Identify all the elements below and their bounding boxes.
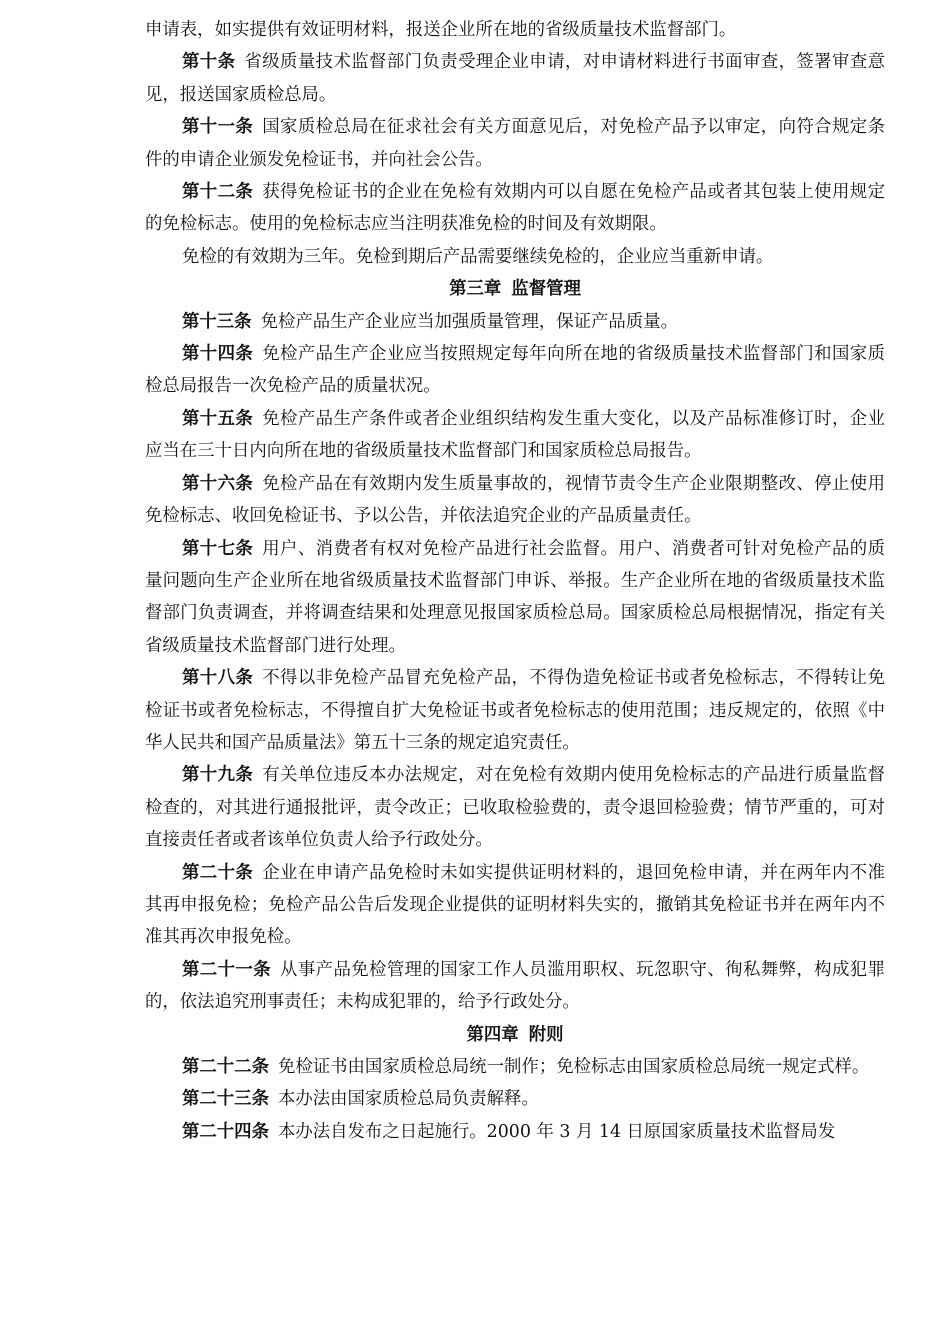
- article-label: 第十七条: [182, 538, 254, 559]
- article-text: 省级质量技术监督部门负责受理企业申请，对申请材料进行书面审查，签署审查意见，报送国家质检总局。: [145, 52, 885, 105]
- article-19: [145, 759, 885, 856]
- article-20: [145, 857, 885, 954]
- article-12: [145, 176, 885, 241]
- article-text: 不得以非免检产品冒充免检产品，不得伪造免检证书或者免检标志，不得转让免检证书或者免检标志，不得擅自扩大免检证书或者免检标志的使用范围；违反规定的，依照《中华人民共和国产品质量法》第五十三条的规定追究责任。: [145, 668, 885, 753]
- article-text: 企业在申请产品免检时未如实提供证明材料的，退回免检申请，并在两年内不准其再申报免检；免检产品公告后发现企业提供的证明材料失实的，撤销其免检证书并在两年内不准其再次申报免检。: [145, 862, 885, 948]
- chapter-title: 附则: [528, 1024, 564, 1045]
- article-text: 免检产品生产条件或者企业组织结构发生重大变化，以及产品标准修订时，企业应当在三十日内向所在地的省级质量技术监督部门和国家质检总局报告。: [145, 408, 885, 462]
- chapter-number: 第三章: [449, 279, 502, 300]
- article-label: 第十六条: [182, 473, 254, 494]
- article-16: [145, 468, 885, 533]
- article-label: 第十二条: [182, 182, 254, 203]
- article-text: 免检证书由国家质检总局统一制作；免检标志由国家质检总局统一规定式样。: [277, 1057, 870, 1077]
- article-text: 免检产品生产企业应当按照规定每年向所在地的省级质量技术监督部门和国家质检总局报告一次免检产品的质量状况。: [145, 344, 885, 397]
- article-label: 第十八条: [182, 668, 254, 689]
- article-23: [145, 1083, 885, 1115]
- article-13: [145, 306, 885, 338]
- continued-paragraph: 申请表，如实提供有效证明材料，报送企业所在地的省级质量技术监督部门。: [145, 20, 737, 40]
- article-24: [145, 1116, 885, 1148]
- validity-paragraph: 免检的有效期为三年。免检到期后产品需要继续免检的，企业应当重新申请。: [182, 246, 774, 267]
- article-text: 从事产品免检管理的国家工作人员滥用职权、玩忽职守、徇私舞弊，构成犯罪的，依法追究刑事责任；未构成犯罪的，给予行政处分。: [145, 959, 885, 1013]
- chapter-3-heading: [145, 273, 885, 305]
- article-text: 本办法自发布之日起施行。2000 年 3 月 14 日原国家质量技术监督局发: [277, 1121, 836, 1142]
- article-label: 第十四条: [182, 344, 254, 365]
- article-text: 用户、消费者有权对免检产品进行社会监督。用户、消费者可针对免检产品的质量问题向生产企业所在地省级质量技术监督部门申诉、举报。生产企业所在地的省级质量技术监督部门负责调查，并将调查结果和处理意见报国家质检总局。国家质检总局根据情况，指定有关省级质量技术监督部门进行处理。: [145, 538, 885, 656]
- article-14: [145, 338, 885, 403]
- article-text: 获得免检证书的企业在免检有效期内可以自愿在免检产品或者其包装上使用规定的免检标志。使用的免检标志应当注明获准免检的时间及有效期限。: [145, 182, 885, 235]
- article-15: [145, 403, 885, 468]
- article-label: 第二十四条: [182, 1121, 269, 1142]
- article-11: [145, 111, 885, 176]
- article-label: 第二十三条: [182, 1089, 269, 1110]
- article-text: 免检产品生产企业应当加强质量管理，保证产品质量。: [260, 311, 678, 332]
- chapter-number: 第四章: [466, 1024, 519, 1045]
- article-label: 第十条: [182, 52, 236, 73]
- article-label: 第十三条: [182, 311, 252, 332]
- article-text: 本办法由国家质检总局负责解释。: [277, 1089, 539, 1110]
- article-17: [145, 533, 885, 663]
- chapter-title: 监督管理: [511, 279, 581, 300]
- article-text: 国家质检总局在征求社会有关方面意见后，对免检产品予以审定，向符合规定条件的申请企业颁发免检证书，并向社会公告。: [145, 117, 885, 170]
- article-text: 免检产品在有效期内发生质量事故的，视情节责令生产企业限期整改、停止使用免检标志、收回免检证书、予以公告，并依法追究企业的产品质量责任。: [145, 473, 885, 527]
- article-label: 第十九条: [182, 765, 254, 786]
- article-22: [145, 1051, 885, 1083]
- chapter-4-heading: [145, 1019, 885, 1051]
- article-label: 第二十一条: [182, 959, 272, 980]
- document-body: [145, 14, 885, 1148]
- article-label: 第二十二条: [182, 1057, 269, 1077]
- article-text: 有关单位违反本办法规定，对在免检有效期内使用免检标志的产品进行质量监督检查的，对其进行通报批评，责令改正；已收取检验费的，责令退回检验费；情节严重的，可对直接责任者或者该单位负责人给予行政处分。: [145, 765, 885, 851]
- article-label: 第二十条: [182, 862, 254, 883]
- article-18: [145, 662, 885, 759]
- article-10: [145, 46, 885, 111]
- article-21: [145, 954, 885, 1019]
- article-label: 第十五条: [182, 408, 254, 429]
- article-label: 第十一条: [182, 117, 254, 138]
